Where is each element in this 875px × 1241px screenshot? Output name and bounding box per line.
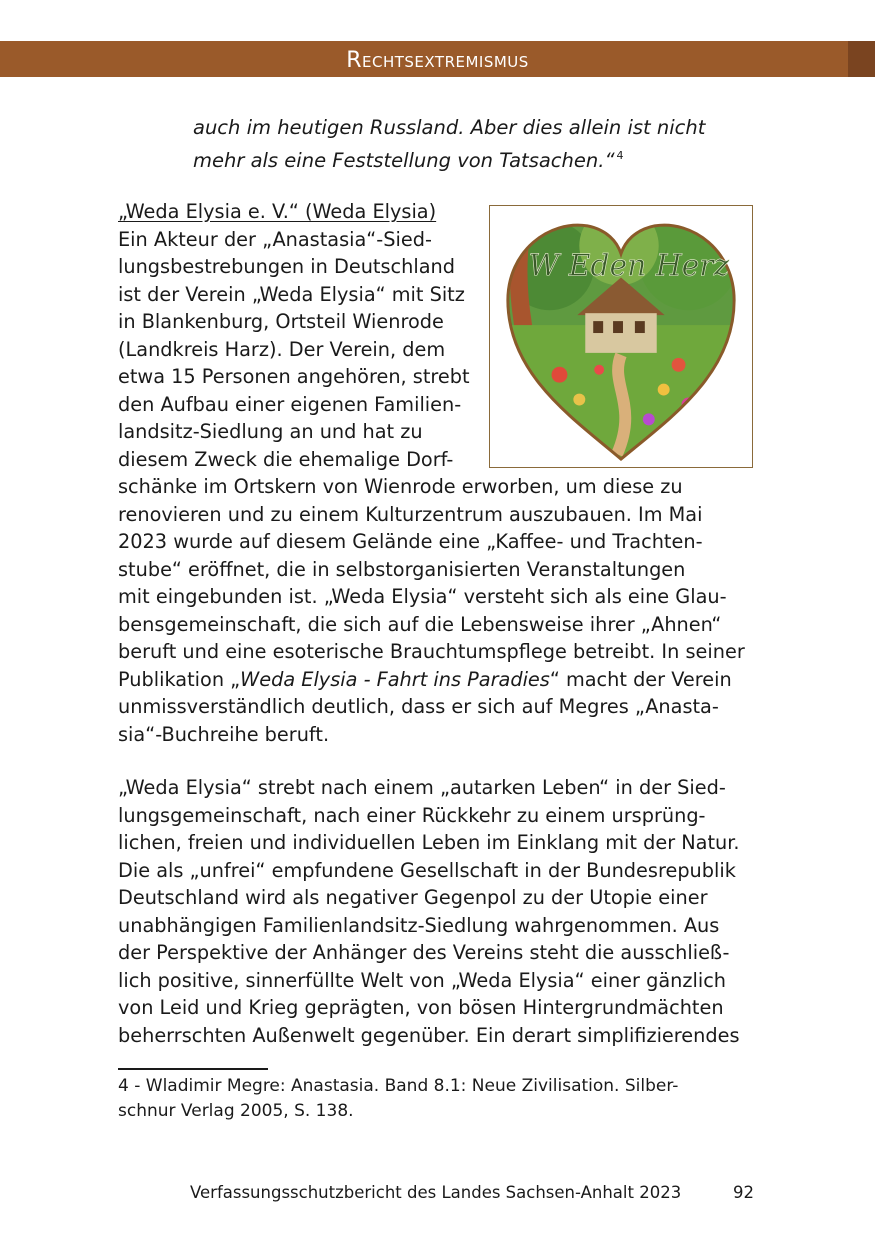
wrap-line-4: in Blankenburg, Ortsteil Wienrode — [118, 310, 444, 333]
publication-line-after: “ macht der Verein — [549, 667, 732, 691]
end-line-1: unmissverständlich deutlich, dass er sich auf Megres „Anasta- — [118, 695, 719, 718]
page-number: 92 — [733, 1183, 754, 1202]
full-line-4: stube“ eröffnet, die in selbstorganisierten Veranstaltungen — [118, 557, 686, 581]
heart-logo-figure — [489, 205, 753, 468]
footnote-divider — [118, 1068, 268, 1070]
p2-line-6: unabhängigen Familienlandsitz-Siedlung wahrgenommen. Aus — [118, 913, 720, 937]
p2-line-7: der Perspektive der Anhänger des Vereins steht die ausschließ- — [118, 941, 730, 964]
p2-line-8: lich positive, sinnerfüllte Welt von „Weda Elysia“ einer gänzlich — [118, 968, 727, 992]
full-line-2: renovieren und zu einem Kulturzentrum auszubauen. Im Mai — [118, 502, 703, 526]
full-line-1: schänke im Ortskern von Wienrode erworben, um diese zu — [118, 475, 683, 498]
footnote-line-1: 4 - Wladimir Megre: Anastasia. Band 8.1: Neue Zivilisation. Silber- — [118, 1076, 679, 1096]
paragraph-2 — [118, 774, 740, 1049]
wrap-line-2: lungsbestrebungen in Deutschland — [118, 255, 455, 278]
footnote-reference[interactable]: 4 — [616, 149, 624, 162]
footer-publication-title: Verfassungsschutzbericht des Landes Sachsen-Anhalt 2023 — [190, 1183, 682, 1202]
p2-line-4: Die als „unfrei“ empfundene Gesellschaft in der Bundesrepublik — [118, 858, 736, 882]
p2-line-1: „Weda Elysia“ strebt nach einem „autarken Leben“ in der Sied- — [118, 776, 726, 799]
p2-line-3: lichen, freien und individuellen Leben im Einklang mit der Natur. — [118, 831, 740, 854]
logo-lettering: W Eden Herz — [528, 248, 730, 284]
wrap-line-9: diesem Zweck die ehemalige Dorf- — [118, 447, 454, 471]
quote-line-2 — [193, 142, 793, 175]
end-line-2: sia“-Buchreihe beruft. — [118, 722, 330, 746]
section-heading: „Weda Elysia e. V.“ (Weda Elysia) — [118, 200, 437, 223]
full-line-7: beruft und eine esoterische Brauchtumspflege betreibt. In seiner — [118, 640, 745, 663]
p2-line-5: Deutschland wird als negativer Gegenpol zu der Utopie einer — [118, 886, 708, 909]
publication-line-before: Publikation „ — [118, 667, 241, 691]
wrap-line-5: (Landkreis Harz). Der Verein, dem — [118, 337, 446, 361]
wrap-line-3: ist der Verein „Weda Elysia“ mit Sitz — [118, 282, 465, 306]
wrap-line-1: Ein Akteur der „Anastasia“-Sied- — [118, 227, 432, 251]
publication-title: Weda Elysia - Fahrt ins Paradies — [240, 667, 550, 691]
full-line-5: mit eingebunden ist. „Weda Elysia“ versteht sich als eine Glau- — [118, 585, 727, 608]
p2-line-10: beherrschten Außenwelt gegenüber. Ein derart simplifizierendes — [118, 1023, 740, 1047]
quote-block — [193, 114, 793, 175]
footnote — [118, 1074, 678, 1124]
footnote-line-2: schnur Verlag 2005, S. 138. — [118, 1101, 354, 1121]
heart-logo-image — [490, 206, 752, 467]
publication-line — [118, 666, 745, 694]
wrap-line-8: landsitz-Siedlung an und hat zu — [118, 420, 423, 443]
p2-line-9: von Leid und Krieg geprägten, von bösen Hintergrundmächten — [118, 996, 724, 1019]
quote-line-2-text: mehr als eine Feststellung von Tatsachen.“ — [193, 149, 615, 172]
full-line-6: bensgemeinschaft, die sich auf die Lebensweise ihrer „Ahnen“ — [118, 612, 722, 636]
wrap-line-6: etwa 15 Personen angehören, strebt — [118, 365, 470, 388]
quote-line-1: auch im heutigen Russland. Aber dies allein ist nicht — [193, 116, 706, 139]
full-line-3: 2023 wurde auf diesem Gelände eine „Kaffee- und Trachten- — [118, 530, 703, 553]
p2-line-2: lungsgemeinschaft, nach einer Rückkehr zu einem ursprüng- — [118, 803, 706, 827]
page-title: Rechtsextremismus — [346, 48, 529, 73]
wrap-line-7: den Aufbau einer eigenen Familien- — [118, 392, 462, 416]
